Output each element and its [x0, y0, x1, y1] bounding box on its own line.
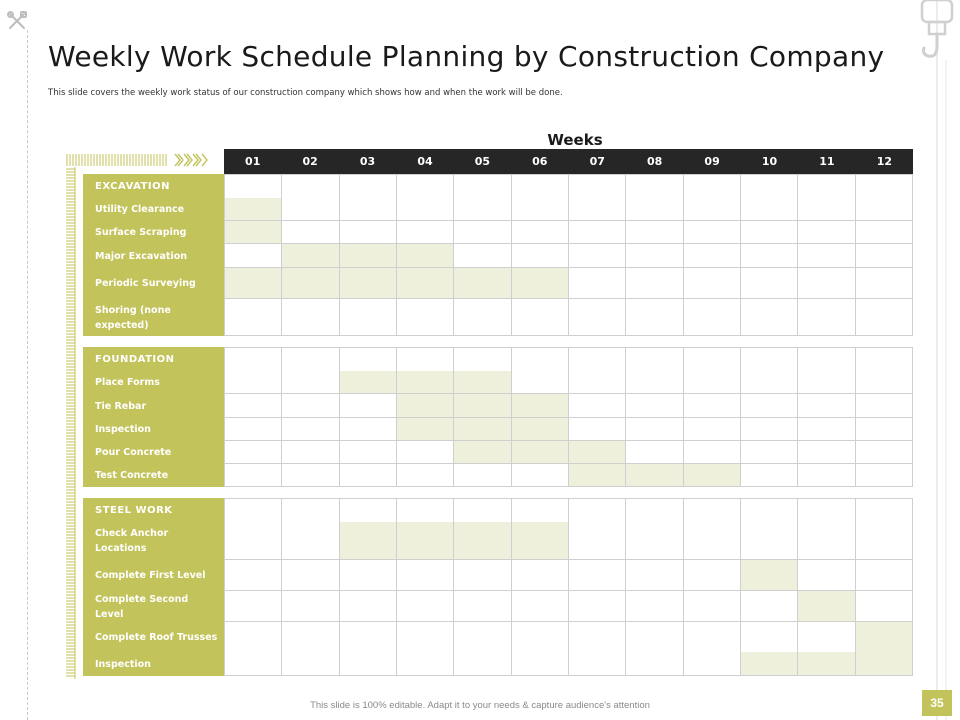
schedule-cell [684, 221, 741, 244]
schedule-cell [454, 591, 511, 622]
task-row [83, 464, 913, 487]
schedule-cell-active [340, 522, 397, 560]
schedule-cell [684, 560, 741, 591]
schedule-cell [798, 441, 855, 464]
week-header-cell: 08 [647, 155, 663, 168]
schedule-cell [684, 347, 741, 372]
schedule-cell-active [856, 622, 913, 653]
schedule-cell [512, 198, 569, 221]
schedule-cell [340, 394, 397, 418]
schedule-cell [798, 418, 855, 441]
schedule-cell [626, 394, 683, 418]
task-label: Complete First Level [83, 560, 224, 591]
week-header-cell: 06 [532, 155, 548, 168]
schedule-cell [856, 560, 913, 591]
schedule-cell [741, 622, 798, 653]
task-row [83, 299, 913, 336]
schedule-cell [569, 268, 626, 299]
schedule-cell [856, 591, 913, 622]
schedule-cell [741, 174, 798, 199]
schedule-cell [741, 268, 798, 299]
schedule-cell [856, 441, 913, 464]
schedule-cell [340, 418, 397, 441]
schedule-cell-active [798, 652, 855, 676]
schedule-cell [684, 268, 741, 299]
schedule-cell [626, 498, 683, 523]
decorative-stripes [66, 153, 170, 167]
schedule-cell-active [224, 221, 282, 244]
schedule-cell [340, 441, 397, 464]
page-title: Weekly Work Schedule Planning by Construction Company [48, 40, 885, 73]
schedule-cell-active [454, 371, 511, 394]
task-label: Check Anchor Locations [83, 522, 224, 560]
schedule-cell [856, 198, 913, 221]
schedule-cell [340, 464, 397, 487]
schedule-cell [512, 244, 569, 268]
schedule-cell [397, 498, 454, 523]
footer-note: This slide is 100% editable. Adapt it to your needs & capture audience's attention [310, 700, 650, 711]
schedule-cell [224, 371, 282, 394]
task-row [83, 522, 913, 560]
schedule-cell [626, 244, 683, 268]
task-row [83, 221, 913, 244]
schedule-cell-active [512, 394, 569, 418]
schedule-cell-active [512, 441, 569, 464]
crane-hook-icon [914, 0, 960, 720]
schedule-cell [626, 221, 683, 244]
schedule-cell [798, 221, 855, 244]
week-header-cell: 04 [417, 155, 433, 168]
schedule-cell [741, 244, 798, 268]
schedule-cell [454, 347, 511, 372]
week-header-cell: 09 [704, 155, 720, 168]
schedule-cell-active [224, 268, 282, 299]
schedule-cell [626, 268, 683, 299]
schedule-cell-active [397, 522, 454, 560]
schedule-cell [741, 498, 798, 523]
task-row [83, 198, 913, 221]
schedule-cell-active [454, 268, 511, 299]
schedule-cell [454, 221, 511, 244]
schedule-cell [512, 174, 569, 199]
schedule-cell [569, 394, 626, 418]
schedule-cell [512, 371, 569, 394]
schedule-cell [741, 221, 798, 244]
task-row [83, 268, 913, 299]
task-row [83, 591, 913, 622]
schedule-cell [798, 347, 855, 372]
schedule-cell [454, 244, 511, 268]
schedule-cell [856, 522, 913, 560]
weeks-heading: Weeks [547, 131, 603, 149]
task-label: Inspection [83, 652, 224, 676]
schedule-cell [224, 394, 282, 418]
schedule-cell [798, 498, 855, 523]
schedule-cell [224, 591, 282, 622]
task-label: Complete Roof Trusses [83, 622, 224, 653]
schedule-cell-active [569, 441, 626, 464]
schedule-cell [741, 394, 798, 418]
schedule-cell [684, 522, 741, 560]
schedule-cell [340, 221, 397, 244]
schedule-cell [397, 347, 454, 372]
schedule-cell [684, 591, 741, 622]
schedule-cell [282, 221, 339, 244]
task-label: Complete Second Level [83, 591, 224, 622]
schedule-cell [282, 560, 339, 591]
schedule-cell [224, 244, 282, 268]
schedule-cell [454, 198, 511, 221]
schedule-cell [282, 652, 339, 676]
schedule-cell [224, 498, 282, 523]
schedule-cell [626, 441, 683, 464]
schedule-cell [798, 464, 855, 487]
week-header-cell: 10 [761, 155, 778, 168]
schedule-cell-active [397, 371, 454, 394]
schedule-cell-active [454, 441, 511, 464]
schedule-cell-active [454, 394, 511, 418]
schedule-cell [569, 622, 626, 653]
task-label: Test Concrete [83, 464, 224, 487]
schedule-cell [340, 299, 397, 336]
schedule-cell [856, 244, 913, 268]
schedule-cell [397, 560, 454, 591]
schedule-cell-active [340, 268, 397, 299]
schedule-cell-active [224, 198, 282, 221]
schedule-cell [798, 622, 855, 653]
schedule-cell [224, 522, 282, 560]
schedule-cell [282, 299, 339, 336]
schedule-cell [741, 591, 798, 622]
task-label: Place Forms [83, 371, 224, 394]
schedule-cell [282, 441, 339, 464]
schedule-cell [454, 652, 511, 676]
schedule-cell [626, 522, 683, 560]
section-label: EXCAVATION [83, 174, 224, 199]
task-label: Shoring (none expected) [83, 299, 224, 336]
schedule-cell-active [684, 464, 741, 487]
schedule-cell [626, 198, 683, 221]
schedule-cell [282, 464, 339, 487]
schedule-cell [741, 347, 798, 372]
schedule-cell [856, 464, 913, 487]
schedule-cell [684, 299, 741, 336]
schedule-cell-active [397, 268, 454, 299]
schedule-cell [454, 464, 511, 487]
schedule-cell [454, 174, 511, 199]
schedule-cell [569, 174, 626, 199]
task-label: Tie Rebar [83, 394, 224, 418]
schedule-cell [798, 522, 855, 560]
schedule-cell [626, 371, 683, 394]
schedule-cell [282, 418, 339, 441]
schedule-cell-active [340, 244, 397, 268]
schedule-cell [684, 652, 741, 676]
schedule-cell [512, 652, 569, 676]
schedule-cell [798, 299, 855, 336]
schedule-cell [856, 371, 913, 394]
schedule-cell-active [282, 268, 339, 299]
schedule-cell [798, 268, 855, 299]
schedule-cell [798, 198, 855, 221]
schedule-cell [282, 394, 339, 418]
schedule-cell [626, 418, 683, 441]
section-label: STEEL WORK [83, 498, 224, 523]
schedule-cell [569, 652, 626, 676]
schedule-cell [741, 371, 798, 394]
schedule-cell [569, 418, 626, 441]
task-row [83, 371, 913, 394]
schedule-cell [684, 198, 741, 221]
schedule-cell [224, 652, 282, 676]
week-header-cell: 11 [819, 155, 835, 168]
schedule-cell [224, 347, 282, 372]
tools-icon [6, 10, 28, 32]
schedule-cell-active [397, 244, 454, 268]
schedule-cell [569, 221, 626, 244]
task-label: Periodic Surveying [83, 268, 224, 299]
task-row [83, 652, 913, 676]
task-row [83, 394, 913, 418]
task-row [83, 441, 913, 464]
schedule-cell [856, 418, 913, 441]
schedule-cell [512, 498, 569, 523]
schedule-cell [626, 299, 683, 336]
schedule-cell [224, 560, 282, 591]
schedule-cell-active [626, 464, 683, 487]
schedule-cell [397, 652, 454, 676]
schedule-cell [856, 299, 913, 336]
schedule-cell [397, 464, 454, 487]
schedule-cell-active [569, 464, 626, 487]
page-subtitle: This slide covers the weekly work status of our construction company which shows how and when the work will be done. [48, 88, 563, 98]
task-label: Major Excavation [83, 244, 224, 268]
schedule-cell [626, 591, 683, 622]
schedule-cell [856, 347, 913, 372]
schedule-cell [397, 221, 454, 244]
schedule-cell [282, 371, 339, 394]
schedule-cell [224, 464, 282, 487]
schedule-cell [397, 299, 454, 336]
schedule-cell [569, 244, 626, 268]
schedule-cell-active [454, 418, 511, 441]
schedule-cell [856, 394, 913, 418]
schedule-cell [512, 299, 569, 336]
schedule-cell-active [741, 652, 798, 676]
schedule-cell [397, 198, 454, 221]
schedule-cell-active [512, 418, 569, 441]
schedule-cell [282, 498, 339, 523]
schedule-cell [569, 371, 626, 394]
schedule-cell [856, 268, 913, 299]
section-label: FOUNDATION [83, 347, 224, 372]
schedule-cell [454, 498, 511, 523]
schedule-cell-active [340, 371, 397, 394]
schedule-cell [340, 174, 397, 199]
schedule-cell [569, 498, 626, 523]
schedule-cell-active [454, 522, 511, 560]
schedule-cell [741, 198, 798, 221]
task-label: Inspection [83, 418, 224, 441]
schedule-cell [340, 560, 397, 591]
schedule-cell [798, 371, 855, 394]
week-header-cell: 05 [474, 155, 491, 168]
schedule-cell [282, 591, 339, 622]
schedule-cell [626, 174, 683, 199]
schedule-cell [224, 174, 282, 199]
schedule-cell [569, 198, 626, 221]
week-header-cell: 07 [589, 155, 605, 168]
schedule-cell [856, 498, 913, 523]
schedule-cell [684, 418, 741, 441]
section-header-row [83, 498, 913, 523]
schedule-cell [454, 560, 511, 591]
schedule-cell [397, 441, 454, 464]
schedule-cell [340, 591, 397, 622]
schedule-cell [741, 522, 798, 560]
task-label: Surface Scraping [83, 221, 224, 244]
week-header-cell: 01 [245, 155, 261, 168]
schedule-cell [454, 299, 511, 336]
schedule-cell [684, 244, 741, 268]
task-row [83, 622, 913, 653]
schedule-cell [798, 244, 855, 268]
schedule-cell-active [856, 652, 913, 676]
schedule-cell-active [798, 591, 855, 622]
schedule-cell [569, 591, 626, 622]
week-header-cell: 02 [302, 155, 318, 168]
schedule-cell [569, 347, 626, 372]
schedule-cell [224, 418, 282, 441]
schedule-cell [512, 464, 569, 487]
task-row [83, 244, 913, 268]
schedule-cell-active [512, 268, 569, 299]
schedule-cell [741, 464, 798, 487]
schedule-cell [798, 394, 855, 418]
schedule-cell [684, 371, 741, 394]
schedule-cell [282, 347, 339, 372]
schedule-cell-active [512, 522, 569, 560]
schedule-cell [512, 591, 569, 622]
schedule-cell [512, 622, 569, 653]
schedule-cell [569, 560, 626, 591]
week-header-cell: 12 [876, 155, 892, 168]
schedule-cell-active [741, 560, 798, 591]
schedule-cell [397, 174, 454, 199]
schedule-cell [741, 299, 798, 336]
schedule-cell [626, 652, 683, 676]
schedule-cell [684, 394, 741, 418]
schedule-cell [569, 522, 626, 560]
schedule-cell [282, 174, 339, 199]
schedule-cell [798, 560, 855, 591]
schedule-cell-active [282, 244, 339, 268]
schedule-cell-active [397, 418, 454, 441]
schedule-cell [569, 299, 626, 336]
schedule-cell [512, 221, 569, 244]
schedule-cell [282, 198, 339, 221]
left-dashed-rule [27, 30, 28, 720]
schedule-cell [512, 347, 569, 372]
schedule-cell [626, 347, 683, 372]
decorative-ruler [66, 167, 76, 679]
schedule-cell [741, 418, 798, 441]
schedule-cell [856, 174, 913, 199]
schedule-cell [454, 622, 511, 653]
section-header-row [83, 347, 913, 372]
schedule-cell-active [397, 394, 454, 418]
task-row [83, 560, 913, 591]
schedule-cell [224, 622, 282, 653]
schedule-cell [684, 498, 741, 523]
schedule-cell [397, 622, 454, 653]
schedule-cell [626, 560, 683, 591]
schedule-cell [224, 441, 282, 464]
task-label: Pour Concrete [83, 441, 224, 464]
schedule-cell [282, 622, 339, 653]
week-header-cell: 03 [359, 155, 376, 168]
schedule-cell [397, 591, 454, 622]
schedule-cell [224, 299, 282, 336]
schedule-cell [741, 441, 798, 464]
weeks-header [224, 149, 913, 174]
schedule-cell [512, 560, 569, 591]
schedule-cell [340, 347, 397, 372]
schedule-cell [798, 174, 855, 199]
schedule-cell [626, 622, 683, 653]
schedule-cell [684, 622, 741, 653]
page-number-badge: 35 [922, 690, 952, 716]
schedule-cell [282, 522, 339, 560]
schedule-cell [340, 652, 397, 676]
task-row [83, 418, 913, 441]
section-header-row [83, 174, 913, 199]
schedule-cell [340, 498, 397, 523]
chevron-arrows-icon [174, 152, 210, 168]
schedule-cell [856, 221, 913, 244]
task-label: Utility Clearance [83, 198, 224, 221]
schedule-cell [684, 174, 741, 199]
schedule-cell [340, 198, 397, 221]
schedule-cell [684, 441, 741, 464]
schedule-cell [340, 622, 397, 653]
